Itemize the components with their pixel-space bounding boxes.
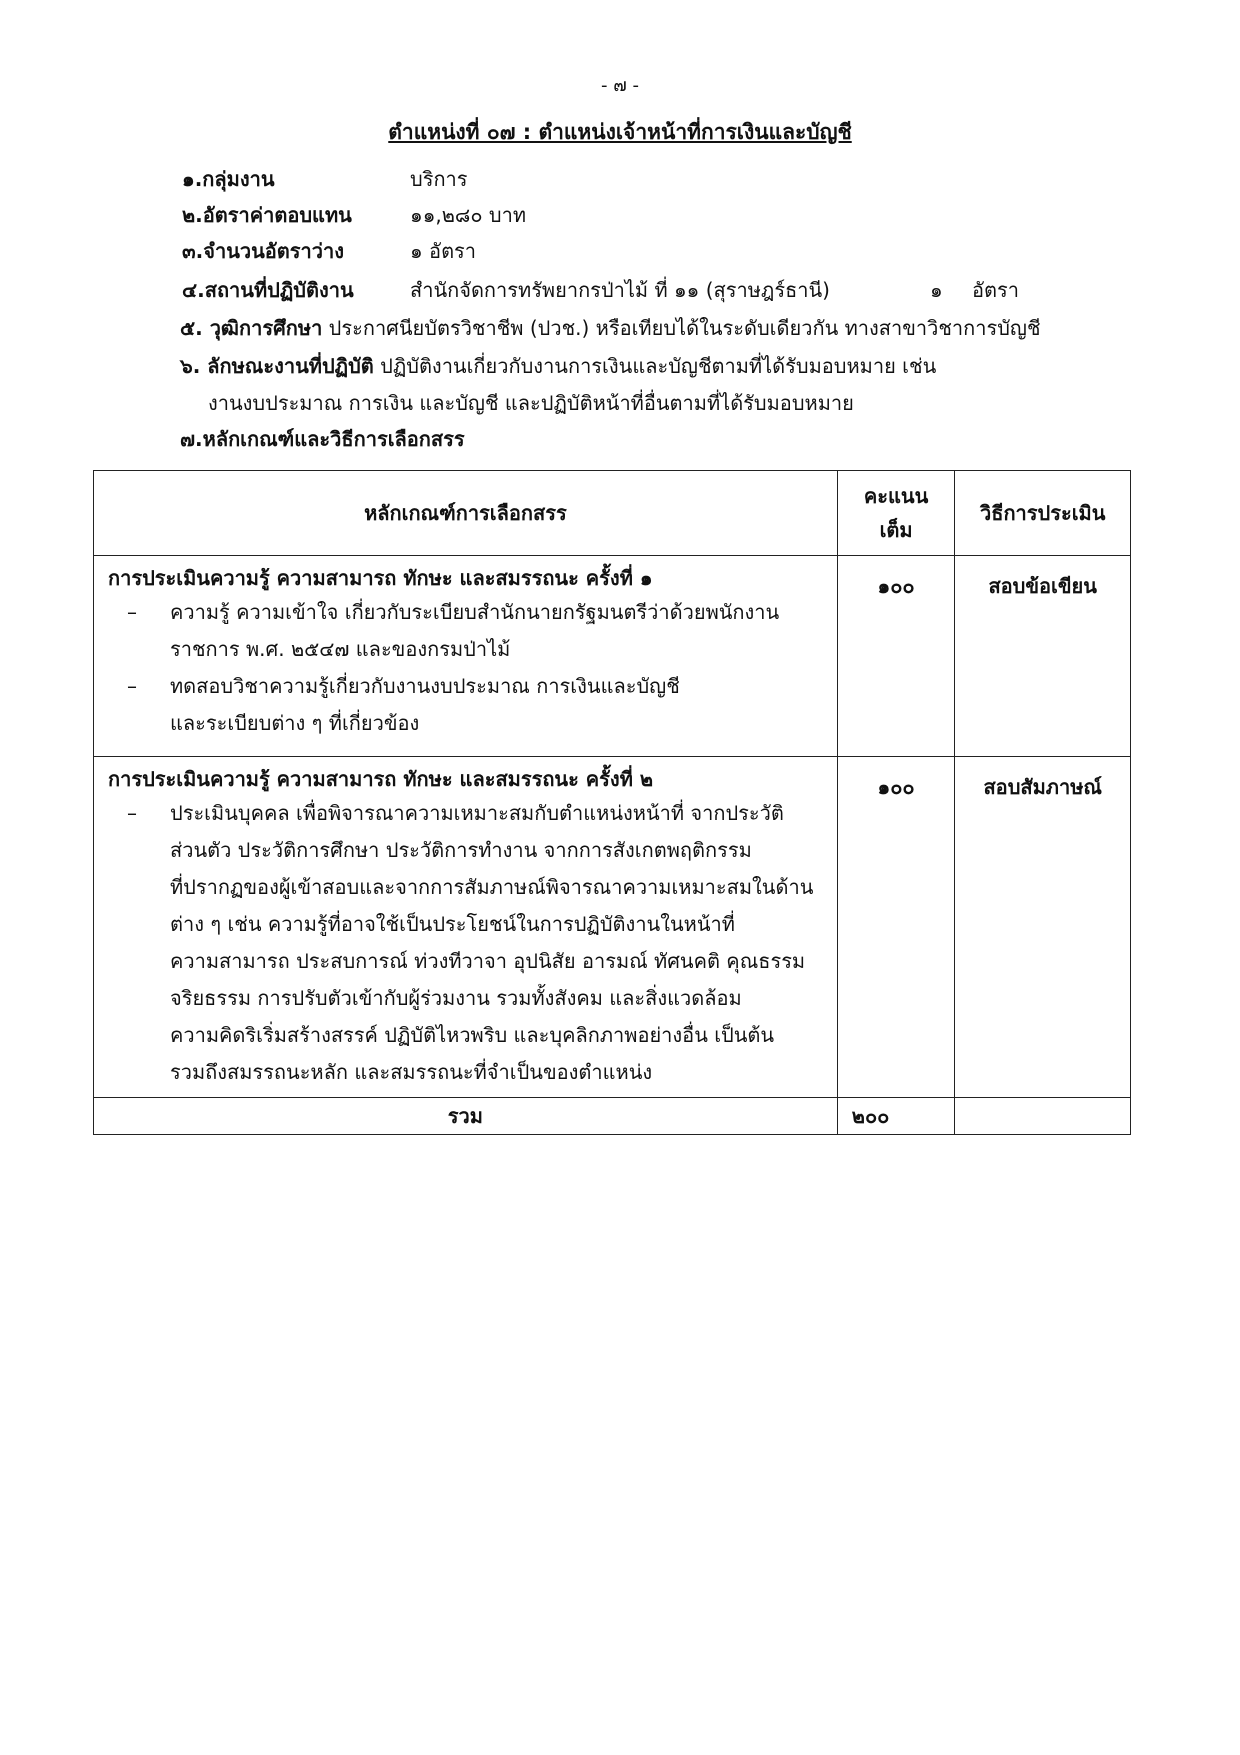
dash-marker <box>94 631 170 668</box>
education-line <box>180 312 1041 344</box>
dash-marker <box>94 1054 170 1091</box>
score-cell: ๑๐๐ <box>837 757 955 1098</box>
total-method-empty <box>955 1098 1131 1135</box>
list-item <box>94 795 837 832</box>
vacancy-label: ๓.จำนวนอัตราว่าง <box>182 239 344 263</box>
location-count: ๑ <box>930 278 943 302</box>
list-item-text: ราชการ พ.ศ. ๒๕๔๗ และของกรมป่าไม้ <box>170 637 511 661</box>
list-item-text: ที่ปรากฏของผู้เข้าสอบและจากการสัมภาษณ์พิจารณาความเหมาะสมในด้าน <box>170 875 814 899</box>
criteria-table <box>93 470 1131 1135</box>
criteria-cell <box>94 556 838 757</box>
score-cell: ๑๐๐ <box>837 556 955 757</box>
header-score-line2: เต็ม <box>879 518 913 542</box>
header-score-line1: คะแนน <box>863 484 929 508</box>
location-label: ๔.สถานที่ปฏิบัติงาน <box>182 278 354 302</box>
duty-label: ๖. ลักษณะงานที่ปฏิบัติ <box>180 354 374 378</box>
list-item-text: ต่าง ๆ เช่น ความรู้ที่อาจใช้เป็นประโยชน์ในการปฏิบัติงานในหน้าที่ <box>170 912 735 936</box>
duty-continuation: งานงบประมาณ การเงิน และบัญชี และปฏิบัติหน้าที่อื่นตามที่ได้รับมอบหมาย <box>208 391 854 415</box>
dash-marker <box>94 832 170 869</box>
dash-marker <box>94 980 170 1017</box>
section-title: การประเมินความรู้ ความสามารถ ทักษะ และสมรรถนะ ครั้งที่ ๑ <box>108 566 653 590</box>
education-label: ๕. วุฒิการศึกษา <box>180 316 323 340</box>
criteria-cell <box>94 757 838 1098</box>
list-item <box>94 594 837 631</box>
list-item <box>94 631 837 668</box>
dash-marker <box>94 705 170 742</box>
list-item <box>94 832 837 869</box>
table-total-row <box>94 1098 1131 1135</box>
table-row <box>94 556 1131 757</box>
list-item <box>94 980 837 1017</box>
dash-marker <box>94 869 170 906</box>
location-value: สำนักจัดการทรัพยากรป่าไม้ ที่ ๑๑ (สุราษฎร์ธานี) <box>410 278 830 302</box>
list-item-text: ส่วนตัว ประวัติการศึกษา ประวัติการทำงาน จากการสังเกตพฤติกรรม <box>170 838 752 862</box>
list-item <box>94 1054 837 1091</box>
dash-marker: – <box>127 801 137 825</box>
list-item <box>94 943 837 980</box>
method-cell: สอบสัมภาษณ์ <box>955 757 1131 1098</box>
vacancy-value: ๑ อัตรา <box>410 239 477 263</box>
list-item <box>94 869 837 906</box>
list-item <box>94 705 837 742</box>
duty-line <box>180 350 936 382</box>
header-criteria: หลักเกณฑ์การเลือกสรร <box>94 471 838 556</box>
salary-value: ๑๑,๒๘๐ บาท <box>410 203 527 227</box>
position-title: ตำแหน่งที่ ๐๗ : ตำแหน่งเจ้าหน้าที่การเงินและบัญชี <box>388 120 852 144</box>
header-method: วิธีการประเมิน <box>955 471 1131 556</box>
method-cell: สอบข้อเขียน <box>955 556 1131 757</box>
list-item-text: ความรู้ ความเข้าใจ เกี่ยวกับระเบียบสำนักนายกรัฐมนตรีว่าด้วยพนักงาน <box>170 600 780 624</box>
criteria-heading: ๗.หลักเกณฑ์และวิธีการเลือกสรร <box>180 427 465 451</box>
dash-marker: – <box>127 674 137 698</box>
group-value: บริการ <box>410 167 468 191</box>
page-number: - ๗ - <box>601 75 639 96</box>
list-item-text: รวมถึงสมรรถนะหลัก และสมรรถนะที่จำเป็นของตำแหน่ง <box>170 1060 653 1084</box>
list-item-text: ความคิดริเริ่มสร้างสรรค์ ปฏิบัติไหวพริบ และบุคลิกภาพอย่างอื่น เป็นต้น <box>170 1023 775 1047</box>
list-item <box>94 668 837 705</box>
duty-value: ปฏิบัติงานเกี่ยวกับงานการเงินและบัญชีตามที่ได้รับมอบหมาย เช่น <box>380 354 937 378</box>
group-label: ๑.กลุ่มงาน <box>182 167 275 191</box>
dash-marker: – <box>127 600 137 624</box>
location-unit: อัตรา <box>972 278 1019 302</box>
list-item-text: และระเบียบต่าง ๆ ที่เกี่ยวข้อง <box>170 711 420 735</box>
header-score <box>837 471 955 556</box>
total-score: ๒๐๐ <box>837 1098 955 1135</box>
list-item-text: ความสามารถ ประสบการณ์ ท่วงทีวาจา อุปนิสัย อารมณ์ ทัศนคติ คุณธรรม <box>170 949 806 973</box>
dash-marker <box>94 943 170 980</box>
table-header-row <box>94 471 1131 556</box>
list-item-text: ประเมินบุคคล เพื่อพิจารณาความเหมาะสมกับตำแหน่งหน้าที่ จากประวัติ <box>170 801 784 825</box>
dash-marker <box>94 1017 170 1054</box>
salary-label: ๒.อัตราค่าตอบแทน <box>182 203 352 227</box>
list-item <box>94 906 837 943</box>
dash-marker <box>94 906 170 943</box>
list-item-text: จริยธรรม การปรับตัวเข้ากับผู้ร่วมงาน รวมทั้งสังคม และสิ่งแวดล้อม <box>170 986 742 1010</box>
total-label: รวม <box>94 1098 838 1135</box>
list-item-text: ทดสอบวิชาความรู้เกี่ยวกับงานงบประมาณ การเงินและบัญชี <box>170 674 680 698</box>
education-value: ประกาศนียบัตรวิชาชีพ (ปวช.) หรือเทียบได้ในระดับเดียวกัน ทางสาขาวิชาการบัญชี <box>328 316 1041 340</box>
list-item <box>94 1017 837 1054</box>
table-row <box>94 757 1131 1098</box>
section-title: การประเมินความรู้ ความสามารถ ทักษะ และสมรรถนะ ครั้งที่ ๒ <box>108 767 654 791</box>
